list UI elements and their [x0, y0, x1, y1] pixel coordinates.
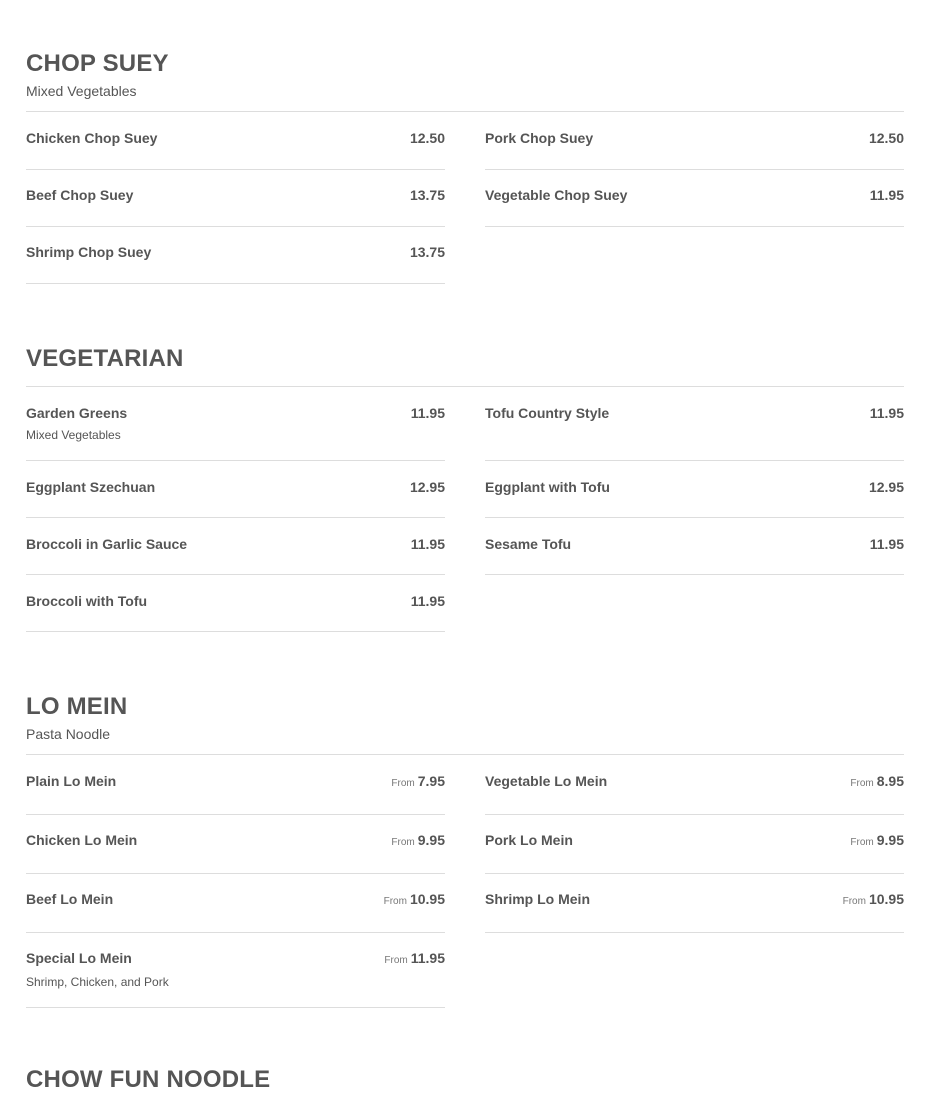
- menu-item-vegetable-chop-suey[interactable]: [485, 170, 904, 227]
- item-description: Shrimp, Chicken, and Pork: [26, 975, 169, 989]
- item-name: Chicken Chop Suey: [26, 130, 158, 146]
- item-name: Vegetable Chop Suey: [485, 187, 628, 203]
- section-title: CHOW FUN NOODLE: [26, 1066, 271, 1093]
- price-value: 9.95: [876, 832, 904, 848]
- item-price: 13.75: [409, 244, 445, 260]
- item-price: 11.95: [869, 405, 904, 421]
- item-name: Broccoli with Tofu: [26, 593, 148, 609]
- item-name: Chicken Lo Mein: [26, 832, 138, 848]
- item-price: [391, 774, 445, 789]
- item-price: 12.95: [868, 479, 904, 495]
- price-value: 10.95: [868, 891, 904, 907]
- item-price: 12.95: [409, 479, 445, 495]
- item-name: Pork Chop Suey: [485, 130, 594, 146]
- menu-item-vegetable-lo-mein[interactable]: [485, 755, 904, 815]
- menu-item-pork-chop-suey[interactable]: [485, 112, 904, 170]
- item-price: [843, 892, 904, 907]
- menu-item-broccoli-garlic-sauce[interactable]: [26, 518, 445, 575]
- price-value: 10.95: [409, 891, 445, 907]
- item-name: Garden Greens: [26, 405, 128, 421]
- item-name: Vegetable Lo Mein: [485, 773, 608, 789]
- price-value: 8.95: [876, 773, 904, 789]
- menu-item-sesame-tofu[interactable]: [485, 518, 904, 575]
- item-name: Plain Lo Mein: [26, 773, 117, 789]
- item-price: 11.95: [410, 593, 445, 609]
- menu-item-eggplant-with-tofu[interactable]: [485, 461, 904, 518]
- item-name: Shrimp Chop Suey: [26, 244, 152, 260]
- price-value: 7.95: [417, 773, 445, 789]
- item-price: [850, 774, 904, 789]
- item-name: Eggplant Szechuan: [26, 479, 156, 495]
- item-name: Shrimp Lo Mein: [485, 891, 590, 907]
- menu-item-pork-lo-mein[interactable]: [485, 815, 904, 874]
- section-subtitle: Pasta Noodle: [26, 726, 111, 742]
- item-price: 12.50: [409, 130, 445, 146]
- item-name: Pork Lo Mein: [485, 832, 573, 848]
- item-name: Broccoli in Garlic Sauce: [26, 536, 188, 552]
- item-price: [384, 951, 445, 966]
- item-price: 13.75: [409, 187, 445, 203]
- menu-item-plain-lo-mein[interactable]: [26, 755, 445, 815]
- item-description: Mixed Vegetables: [26, 428, 121, 442]
- item-price: 12.50: [868, 130, 904, 146]
- menu-item-chicken-chop-suey[interactable]: [26, 112, 445, 170]
- from-label: From: [842, 896, 866, 907]
- price-value: 9.95: [417, 832, 445, 848]
- menu-item-chicken-lo-mein[interactable]: [26, 815, 445, 874]
- menu-item-beef-lo-mein[interactable]: [26, 874, 445, 933]
- item-price: [391, 833, 445, 848]
- menu-item-broccoli-with-tofu[interactable]: [26, 575, 445, 632]
- price-value: 11.95: [410, 950, 445, 966]
- menu-item-shrimp-chop-suey[interactable]: [26, 227, 445, 284]
- menu-item-beef-chop-suey[interactable]: [26, 170, 445, 227]
- from-label: From: [383, 896, 407, 907]
- item-price: 11.95: [410, 536, 445, 552]
- item-name: Tofu Country Style: [485, 405, 610, 421]
- from-label: From: [384, 955, 408, 966]
- from-label: From: [391, 778, 415, 789]
- menu-item-eggplant-szechuan[interactable]: [26, 461, 445, 518]
- menu-item-special-lo-mein[interactable]: [26, 933, 445, 1008]
- menu-item-shrimp-lo-mein[interactable]: [485, 874, 904, 933]
- from-label: From: [850, 837, 874, 848]
- section-title: LO MEIN: [26, 693, 128, 720]
- item-price: 11.95: [869, 536, 904, 552]
- section-title: VEGETARIAN: [26, 345, 184, 372]
- item-price: [384, 892, 445, 907]
- menu-item-garden-greens[interactable]: [26, 387, 445, 461]
- item-name: Beef Chop Suey: [26, 187, 134, 203]
- item-price: [850, 833, 904, 848]
- item-name: Sesame Tofu: [485, 536, 572, 552]
- menu-item-tofu-country-style[interactable]: [485, 387, 904, 461]
- section-subtitle: Mixed Vegetables: [26, 83, 137, 99]
- item-price: 11.95: [869, 187, 904, 203]
- from-label: From: [391, 837, 415, 848]
- from-label: From: [850, 778, 874, 789]
- item-name: Special Lo Mein: [26, 950, 132, 966]
- item-name: Eggplant with Tofu: [485, 479, 610, 495]
- item-name: Beef Lo Mein: [26, 891, 114, 907]
- section-title: CHOP SUEY: [26, 50, 169, 77]
- item-price: 11.95: [410, 405, 445, 421]
